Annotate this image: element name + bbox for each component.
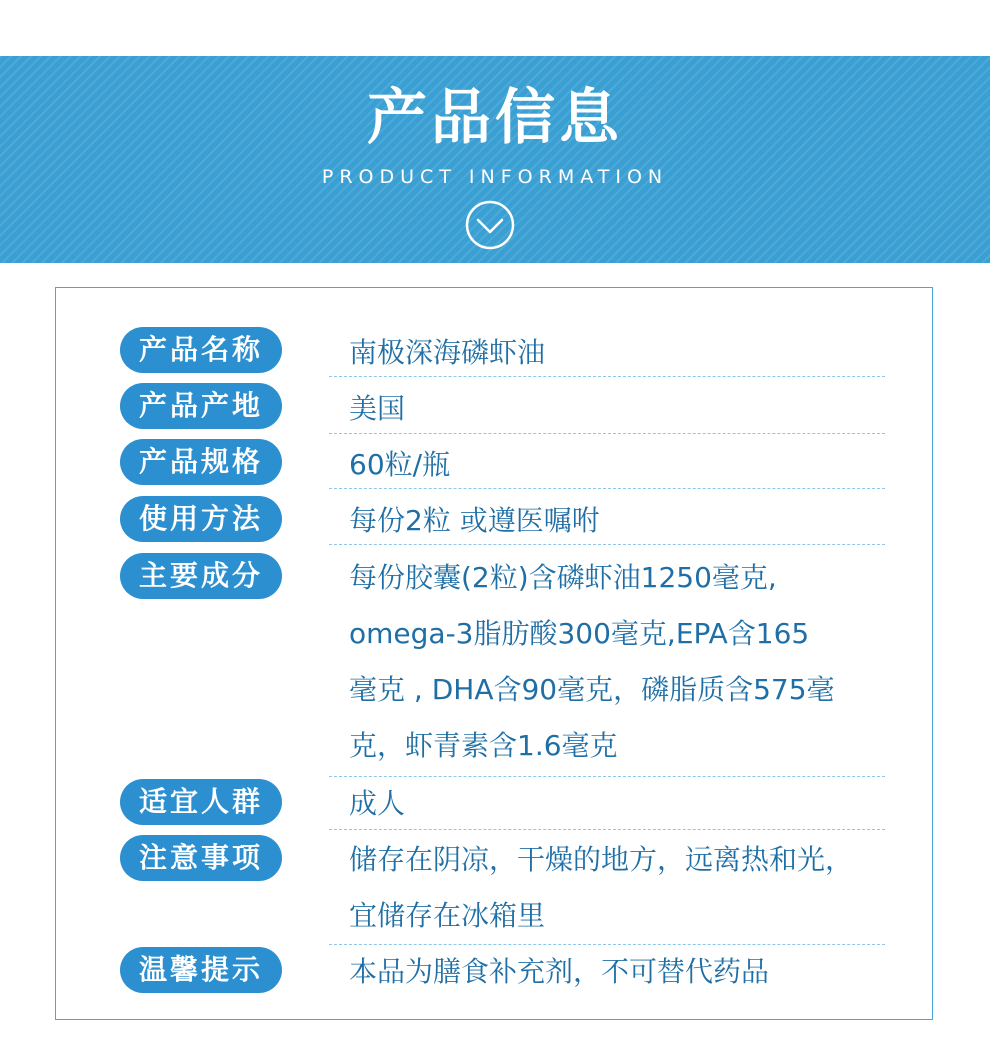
row-divider xyxy=(329,433,885,434)
value-notes: 储存在阴凉，干燥的地方，远离热和光， 宜储存在冰箱里 xyxy=(349,843,854,932)
label-audience: 适宜人群 xyxy=(120,779,282,825)
page-subtitle: PRODUCT INFORMATION xyxy=(321,166,669,188)
row-divider xyxy=(329,829,885,830)
label-spec: 产品规格 xyxy=(120,439,282,485)
label-tips: 温馨提示 xyxy=(120,947,282,993)
value-product-name: 南极深海磷虾油 xyxy=(349,336,546,369)
value-usage: 每份2粒 或遵医嘱咐 xyxy=(349,504,600,537)
value-ingredients: 每份胶囊(2粒)含磷虾油1250毫克, omega-3脂肪酸300毫克,EPA含165 毫克 , DHA含90毫克，磷脂质含575毫 克，虾青素含1.6毫克 xyxy=(349,561,835,762)
value-tips: 本品为膳食补充剂，不可替代药品 xyxy=(349,955,770,988)
value-audience: 成人 xyxy=(349,787,406,820)
row-divider xyxy=(329,544,885,545)
label-usage: 使用方法 xyxy=(120,496,282,542)
value-spec: 60粒/瓶 xyxy=(349,448,451,481)
chevron-down-circle-icon xyxy=(465,200,515,250)
label-origin: 产品产地 xyxy=(120,383,282,429)
row-divider xyxy=(329,488,885,489)
row-divider xyxy=(329,376,885,377)
page-title: 产品信息 xyxy=(367,83,623,153)
value-origin: 美国 xyxy=(349,392,406,425)
label-product-name: 产品名称 xyxy=(120,327,282,373)
label-notes: 注意事项 xyxy=(120,835,282,881)
label-ingredients: 主要成分 xyxy=(120,553,282,599)
